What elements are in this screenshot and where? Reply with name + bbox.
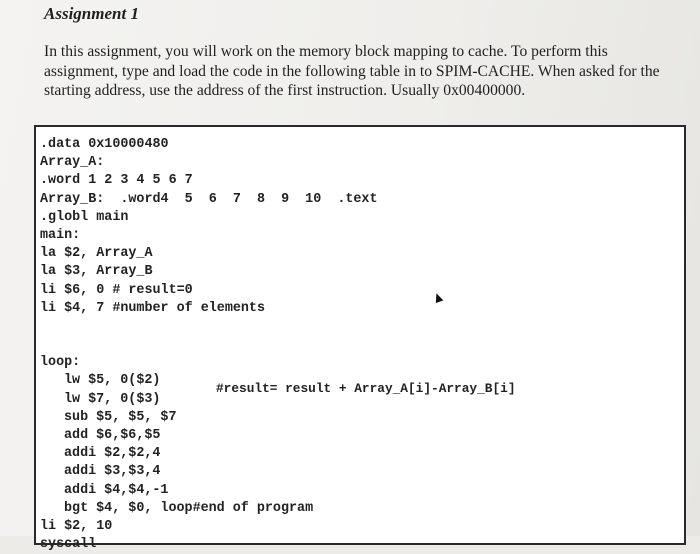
code-listing [40,136,378,554]
code-line: lw $5, 0($2) [64,373,161,389]
code-line: addi $3,$3,4 [64,464,161,480]
code-line: syscall [40,537,97,553]
code-line: li $2, 10 [40,518,113,534]
code-line: addi $4,$4,-1 [64,482,169,498]
blank-line [40,318,378,336]
code-line: .data 0x10000480 [40,137,169,152]
code-line: .globl main [40,209,129,225]
mouse-pointer-icon [433,292,444,303]
code-line: li $4, 7 #number of elements [40,300,265,316]
assignment-title: Assignment 1 [44,4,139,23]
blank-line [40,336,378,354]
code-line: Array_B: .word4 5 6 7 8 9 10 .text [40,191,378,207]
code-line: li $6, 0 # result=0 [40,282,193,298]
side-comment: #result= result + Array_A[i]-Array_B[i] [216,381,516,396]
code-line: main: [40,227,81,243]
code-line: bgt $4, $0, loop#end of program [64,500,314,516]
code-line: Array_A: [40,155,105,171]
code-line: .word 1 2 3 4 5 6 7 [40,173,193,189]
code-line: sub $5, $5, $7 [64,409,177,425]
code-line: la $3, Array_B [40,264,153,280]
code-table [34,125,686,553]
loop-label: loop: [40,355,81,371]
code-line: addi $2,$2,4 [64,446,161,462]
code-line: la $2, Array_A [40,246,153,262]
assignment-intro: In this assignment, you will work on the memory block mapping to cache. To perform this assignment, type and load the code in the following table in to SPIM-CACHE. When asked for the starting address, use the address of the first instruction. Usually 0x00400000. [44,43,660,99]
code-line: lw $7, 0($3) [64,391,161,407]
code-line: add $6,$6,$5 [64,428,161,443]
